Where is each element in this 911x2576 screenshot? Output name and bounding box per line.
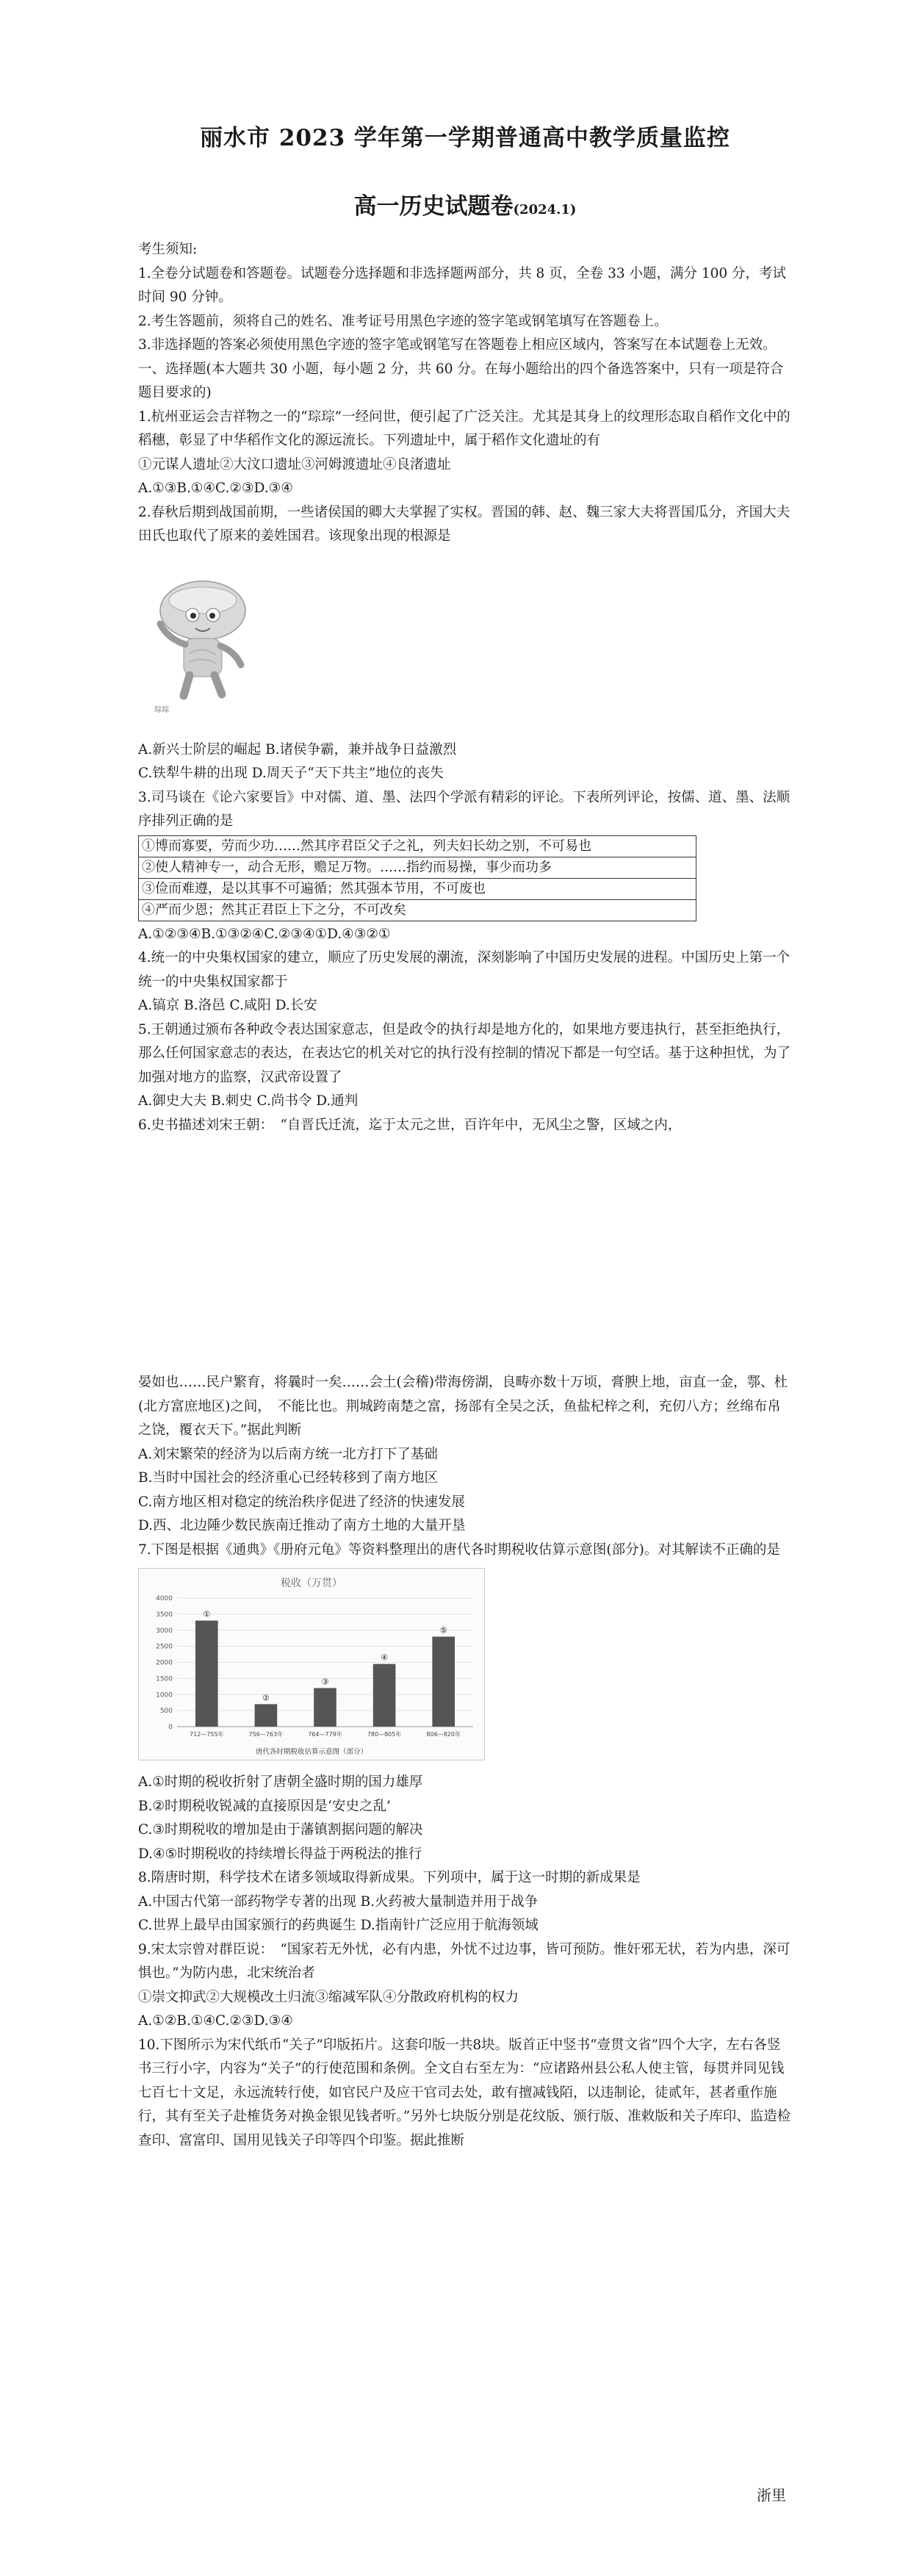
question-1-items: ①元谋人遗址②大汶口遗址③河姆渡遗址④良渚遗址 <box>138 456 451 472</box>
y-tick-label: 3500 <box>156 1611 173 1619</box>
notice-item-2: 2.考生答题前，须将自己的姓名、准考证号用黑色字迹的签字笔或钢笔填写在答题卷上。 <box>138 313 668 329</box>
bar <box>255 1704 278 1727</box>
question-7-option-a: A.①时期的税收折射了唐朝全盛时期的国力雄厚 <box>138 1774 423 1790</box>
question-8-stem: 8.隋唐时期，科学技术在诸多领域取得新成果。下列项中，属于这一时期的新成果是 <box>138 1870 641 1885</box>
table-cell: ②使人精神专一，动合无形，赡足万物。……指约而易操，事少而功多 <box>139 857 696 878</box>
blank-gap <box>138 1137 792 1371</box>
question-8-options-row-1: A.中国古代第一部药物学专著的出现 B.火药被大量制造并用于战争 <box>138 1893 539 1910</box>
bar-marker-label: ① <box>203 1609 211 1619</box>
question-1-options: A.①③B.①④C.②③D.③④ <box>138 481 293 496</box>
question-2-options-row-2: C.铁犁牛耕的出现 D.周天子“天下共主”地位的丧失 <box>138 766 444 781</box>
notice-item-1: 1.全卷分试题卷和答题卷。试题卷分选择题和非选择题两部分，共 8 页，全卷 33 小题，满分 100 分，考试时间 90 分钟。 <box>138 265 787 305</box>
table-row <box>139 857 696 878</box>
question-7-option-d: D.④⑤时期税收的持续增长得益于两税法的推行 <box>138 1846 422 1862</box>
question-7-stem: 7.下图是根据《通典》《册府元龟》等资料整理出的唐代各时期税收估算示意图(部分)。对其解读不正确的是 <box>138 1541 780 1558</box>
question-9-stem: 9.宋太宗曾对群臣说： “国家若无外忧，必有内患，外忧不过边事，皆可预防。惟奸邪无状，若为内患，深可惧也。”为防内患，北宋统治者 <box>138 1941 791 1981</box>
x-tick-label: 712—755年 <box>190 1731 224 1738</box>
section-heading: 一、选择题(本大题共 30 小题，每小题 2 分，共 60 分。在每小题给出的四个备选答案中，只有一项是符合题目要求的) <box>138 361 784 400</box>
x-tick-label: 764—779年 <box>308 1731 342 1738</box>
subtitle-text: 高一历史试题卷 <box>353 193 514 220</box>
y-tick-label: 500 <box>159 1708 173 1716</box>
question-5-stem: 5.王朝通过颁布各种政令表达国家意志，但是政令的执行却是地方化的，如果地方要违执行，甚至拒绝执行，那么任何国家意志的表达，在表达它的机关对它的执行没有控制的情况下都是一句空话。基于这种担忧，为了加强对地方的监察，汉武帝设置了 <box>138 1021 791 1085</box>
question-4-options: A.镐京 B.洛邑 C.咸阳 D.长安 <box>138 998 317 1013</box>
question-10-stem: 10.下图所示为宋代纸币“关子”印版拓片。这套印版一共8块。版首正中竖书“壹贯文省”四个大字，左右各竖书三行小字，内容为“关子”的行使范围和条例。全文自右至左为：“应诸路州县公私人使主管，每贯并同见钱七百七十文足，永远流转行使，如官民户及应干官司去处，敢有擅减钱陌，以违制论，徒贰年，甚者重作施行，其有至关子赴榷货务对换金银见钱者听。”另外七块版分别是花纹版、颁行版、准敕版和关子库印、监造检查印、富富印、国用见钱关子印等四个印鉴。据此推断 <box>138 2037 791 2148</box>
x-tick-label: 756—763年 <box>248 1731 284 1738</box>
bar <box>195 1621 218 1727</box>
footer-watermark: 浙里 <box>757 2486 786 2504</box>
question-6-option-d: D.西、北边陲少数民族南迁推动了南方土地的大量开垦 <box>138 1518 466 1533</box>
question-1-stem: 1.杭州亚运会吉祥物之一的“琮琮”一经问世，便引起了广泛关注。尤其是其身上的纹理形态取自稻作文化中的稻穗，彰显了中华稻作文化的源远流长。下列遗址中，属于稻作文化遗址的有 <box>138 409 791 448</box>
y-tick-label: 2000 <box>156 1659 173 1667</box>
subtitle-date: (2024.1) <box>513 202 577 217</box>
x-tick-label: 780—805年 <box>367 1731 402 1738</box>
question-8-options-row-2: C.世界上最早由国家颁行的药典诞生 D.指南针广泛应用于航海领域 <box>138 1918 539 1933</box>
y-tick-label: 1000 <box>156 1691 173 1699</box>
question-9-options: A.①②B.①④C.②③D.③④ <box>138 2013 293 2029</box>
x-tick-label: 806—820年 <box>426 1731 461 1738</box>
page-title: 丽水市 2023 学年第一学期普通高中教学质量监控 <box>200 125 730 151</box>
table-cell: ③俭而难遵，是以其事不可遍循；然其强本节用，不可废也 <box>139 878 696 899</box>
question-3-stem: 3.司马谈在《论六家要旨》中对儒、道、墨、法四个学派有精彩的评论。下表所列评论，按儒、道、墨、法顺序排列正确的是 <box>138 789 791 829</box>
y-tick-label: 3000 <box>156 1627 173 1635</box>
y-tick-label: 1500 <box>156 1675 173 1683</box>
table-cell: ①博而寡要，劳而少功……然其序君臣父子之礼，列夫妇长幼之别，不可易也 <box>139 835 696 857</box>
exam-page <box>138 110 792 2153</box>
table-row <box>139 835 696 857</box>
question-6-option-a: A.刘宋繁荣的经济为以后南方统一北方打下了基础 <box>138 1446 438 1462</box>
chart-bars <box>190 1610 461 1738</box>
page-subtitle <box>138 187 792 220</box>
notice-item-3: 3.非选择题的答案必须使用黑色字迹的签字笔或钢笔写在答题卷上相应区域内，答案写在本试题卷上无效。 <box>138 337 777 353</box>
question-4-stem: 4.统一的中央集权国家的建立，顺应了历史发展的潮流，深刻影响了中国历史发展的进程。中国历史上第一个统一的中央集权国家都于 <box>138 950 791 990</box>
bar-marker-label: ③ <box>321 1677 329 1687</box>
question-9-items: ①崇文抑武②大规模改土归流③缩减军队④分散政府机构的权力 <box>138 1989 519 2005</box>
bar-marker-label: ④ <box>381 1652 389 1663</box>
bar <box>314 1688 336 1727</box>
question-6-stem-part-1: 6.史书描述刘宋王朝： “自晋氏迁流，迄于太元之世，百许年中，无风尘之警，区域之内， <box>138 1117 682 1133</box>
bar <box>432 1637 455 1727</box>
y-tick-label: 0 <box>168 1724 173 1731</box>
chart-caption: 唐代各时期税收估算示意图（部分） <box>255 1748 368 1756</box>
chart-title: 税收（万贯） <box>281 1577 342 1589</box>
question-7-option-c: C.③时期税收的增加是由于藩镇割据问题的解决 <box>138 1822 423 1838</box>
mascot-congcong-image <box>138 565 263 719</box>
bar-marker-label: ⑤ <box>439 1625 447 1636</box>
bar-marker-label: ② <box>262 1693 270 1703</box>
question-7-option-b: B.②时期税收锐减的直接原因是‘安史之乱’ <box>138 1798 391 1814</box>
y-tick-label: 2500 <box>156 1643 173 1651</box>
notice-heading: 考生须知: <box>138 242 198 257</box>
question-3-quote-table <box>138 835 696 921</box>
question-2-options-row-1: A.新兴士阶层的崛起 B.诸侯争霸，兼并战争日益激烈 <box>138 741 457 758</box>
question-6-stem-part-2: 晏如也……民户繁育，将曩时一矣……会土(会稽)带海傍湖，良畴亦数十万顷，膏腴上地，亩直一金，鄠、杜(北方富庶地区)之间， 不能比也。荆城跨南楚之富，扬部有全吴之沃，鱼盐杞梓之利，充仞八方；丝绵布帛之饶，覆衣天下。”据此判断 <box>138 1375 788 1438</box>
question-2-stem: 2.春秋后期到战国前期，一些诸侯国的卿大夫掌握了实权。晋国的韩、赵、魏三家大夫将晋国瓜分，齐国大夫田氏也取代了原来的姜姓国君。该现象出现的根源是 <box>138 504 791 544</box>
question-5-options: A.御史大夫 B.刺史 C.尚书令 D.通判 <box>138 1093 359 1109</box>
tax-bar-chart <box>138 1568 485 1760</box>
question-3-options: A.①②③④B.①③②④C.②③④①D.④③②① <box>138 926 391 942</box>
y-tick-label: 4000 <box>156 1595 173 1602</box>
bar <box>373 1664 396 1727</box>
mascot-caption: 琮琮 <box>154 705 169 714</box>
question-6-option-b: B.当时中国社会的经济重心已经转移到了南方地区 <box>138 1470 438 1486</box>
table-row <box>139 878 696 899</box>
table-row <box>139 899 696 921</box>
question-6-option-c: C.南方地区相对稳定的统治秩序促进了经济的快速发展 <box>138 1494 465 1510</box>
table-cell: ④严而少恩；然其正君臣上下之分，不可改矣 <box>139 899 696 921</box>
